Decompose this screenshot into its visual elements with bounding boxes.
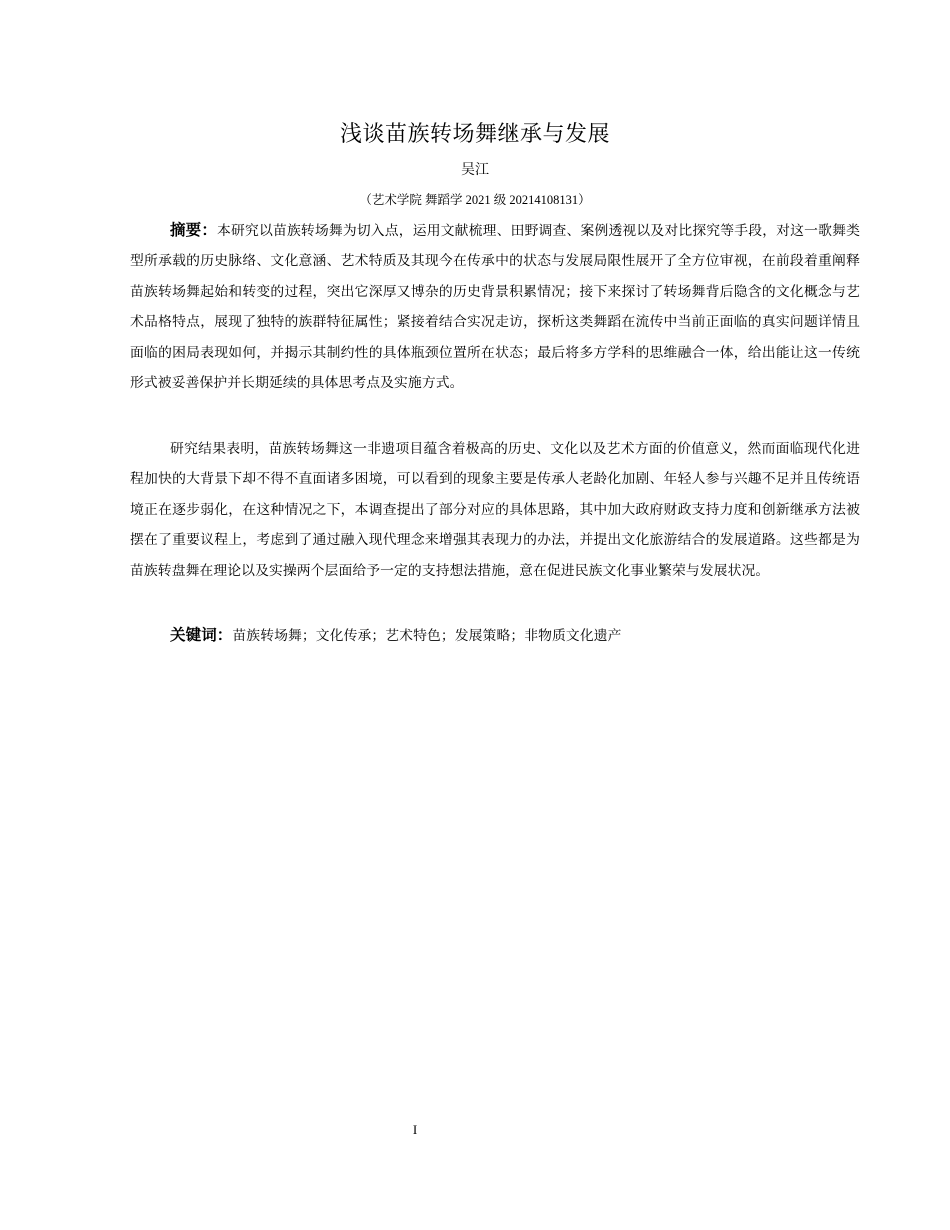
results-paragraph: 研究结果表明，苗族转场舞这一非遗项目蕴含着极高的历史、文化以及艺术方面的价值意义，然而面临现代化进程加快的大背景下却不得不直面诸多困境，可以看到的现象主要是传承人老龄化加剧、年轻人参与兴趣不足并且传统语境正在逐步弱化，在这种情况之下，本调查提出了部分对应的具体思路，其中加大政府财政支持力度和创新继承方法被摆在了重要议程上，考虑到了通过融入现代理念来增强其表现力的办法，并提出文化旅游结合的发展道路。这些都是为苗族转盘舞在理论以及实操两个层面给予一定的支持想法措施，意在促进民族文化事业繁荣与发展状况。: [130, 441, 860, 579]
keywords-text: 苗族转场舞；文化传承；艺术特色；发展策略；非物质文化遗产: [232, 628, 622, 644]
author-affiliation: （艺术学院 舞蹈学 2021 级 20214108131）: [359, 193, 591, 207]
abstract-text: 本研究以苗族转场舞为切入点，运用文献梳理、田野调查、案例透视以及对比探究等手段，对这一歌舞类型所承载的历史脉络、文化意涵、艺术特质及其现今在传承中的状态与发展局限性展开了全方位审视，在前段着重阐释苗族转场舞起始和转变的过程，突出它深厚又博杂的历史背景积累情况；接下来探讨了转场舞背后隐含的文化概念与艺术品格特点，展现了独特的族群特征属性；紧接着结合实况走访，探析这类舞蹈在流传中当前正面临的真实问题详情且面临的困局表现如何，并揭示其制约性的具体瓶颈位置所在状态；最后将多方学科的思维融合一体，给出能让这一传统形式被妥善保护并长期延续的具体思考点及实施方式。: [130, 223, 860, 392]
paper-title: 浅谈苗族转场舞继承与发展: [339, 122, 610, 147]
keywords-paragraph: [130, 620, 860, 651]
abstract-paragraph: [130, 215, 860, 398]
author-name: 吴江: [461, 162, 489, 178]
abstract-label: 摘要：: [170, 221, 218, 239]
keywords-label: 关键词：: [170, 626, 233, 644]
page-number: I: [412, 1122, 418, 1137]
